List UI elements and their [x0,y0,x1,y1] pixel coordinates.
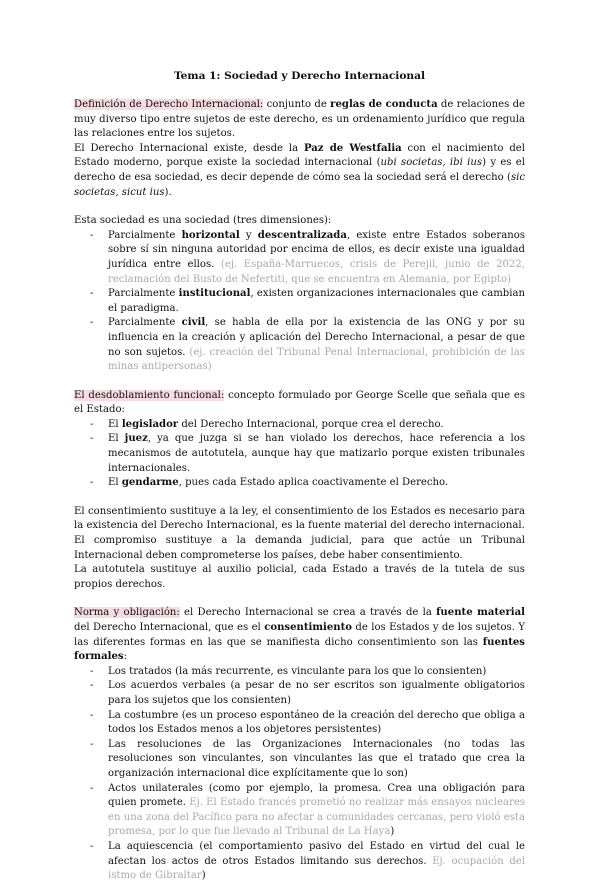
desdoblamiento-paragraph [74,389,525,418]
list-item [74,738,525,782]
text: ) [201,870,206,882]
bullet: - [90,418,94,430]
list-item [74,679,525,708]
text: El [108,418,122,430]
list-item [74,287,525,316]
text: , se habla de ella por la existencia de las ONG y por su influencia en la creación y aplicación del Derecho Internacional, a pesar de que no son sujetos. [108,317,525,358]
text: La costumbre (es un proceso espontáneo de la creación del derecho que obliga a todos los Estados menos a los objetores persistentes) [108,709,525,736]
text: Actos unilaterales (como por ejemplo, la promesa. Crea una obligación para quien promete. [108,782,525,809]
list-item [74,782,525,840]
bold-term: civil [181,317,206,329]
text: El Derecho Internacional existe, desde la [74,142,304,154]
bullet: - [90,840,94,852]
bold-term: institucional [178,288,251,300]
bold-term: consentimiento [264,622,353,633]
text: de los Estados y de los sujetos. Y las diferentes formas en las que se manifiesta dicho consentimiento son las [74,622,525,648]
bold-term: legislador [121,418,179,430]
text: conjunto de [263,99,331,110]
text: , existe entre Estados soberanos sobre sí sin ninguna autoridad por encima de ellos, es decir existe una igualdad jurídica entre ellos. [108,229,526,270]
list-item [74,316,525,374]
bullet: - [90,229,94,241]
latin-phrase: sic societas, sicut ius [74,171,525,198]
list-item [74,418,525,433]
list-item [74,665,525,680]
text: del Derecho Internacional, porque crea el derecho. [178,418,444,430]
desdoblamiento-label: El desdoblamiento funcional: [74,389,225,401]
text: , pues cada Estado aplica coactivamente el Derecho. [178,477,449,489]
bold-term: Paz de Westfalia [303,142,402,154]
page-title: Tema 1: Sociedad y Derecho Internacional [173,70,425,82]
dimensiones-list [74,229,525,375]
bullet: - [90,782,94,794]
text: de relaciones de muy diverso tipo entre sujetos de este derecho, es un ordenamiento jurídico que regula las relaciones entre los sujetos. [74,99,526,140]
dimensiones-intro: Esta sociedad es una sociedad (tres dimensiones): [74,215,332,227]
text: , ya que juzga si se han violado los derechos, hace referencia a los mecanismos de autotutela, aunque hay que matizarlo porque existen tribunales internacionales. [108,433,525,474]
text: el Derecho Internacional se crea a través de la [179,607,437,619]
text: con el nacimiento del Estado moderno, porque existe la sociedad internacional ( [74,142,525,169]
bullet: - [90,433,94,445]
text: La aquiescencia (el comportamiento pasivo del Estado en virtud del cual le afectan los actos de otros Estados limitando sus derechos. [108,840,525,867]
text: ). [164,186,172,198]
bold-term: descentralizada [257,229,347,241]
example-note: Ej. El Estado francés prometió no realizar más ensayos nucleares en una zona del Pacífico para no afectar a comunidades cercanas, pero violó esta promesa, por lo que fue llevado al Tribunal de La Haya [108,797,525,838]
definicion-paragraph [74,98,525,142]
text: Las resoluciones de las Organizaciones Internacionales (no todas las resoluciones son vinculantes, son vinculantes las que el tratado que crea la organización internacional dice explícitamente que lo son) [108,738,525,779]
list-item [74,840,525,884]
compromiso-paragraph: El compromiso sustituye a la demanda judicial, para que actúe un Tribunal Internacional deben comprometerse los países, debe haber consentimiento. [74,535,525,561]
text: , existen organizaciones internacionales que cambian el paradigma. [108,288,525,314]
fuentes-list [74,665,525,884]
definicion-label: Definición de Derecho Internacional: [74,99,264,110]
bullet: - [90,709,94,721]
bold-term: fuente material [436,607,525,619]
bullet: - [90,738,94,750]
text: Parcialmente [108,317,182,329]
bold-term: gendarme [121,477,179,489]
bullet: - [90,665,94,677]
example-note: Ej. ocupación del istmo de Gibraltar [108,855,525,882]
bullet: - [90,680,94,692]
bold-term: fuentes formales [74,636,525,663]
latin-phrase: ubi societas, ibi ius [380,157,483,169]
list-item [74,229,525,287]
text: Los acuerdos verbales (a pesar de no ser escritos son igualmente obligatorios para los sujetos que los consienten) [108,680,525,706]
norma-label: Norma y obligación: [74,607,180,619]
norma-paragraph [74,606,525,664]
bullet: - [90,288,94,300]
text: ) y es el derecho de esa sociedad, es decir depende de cómo sea la sociedad será el derecho ( [74,157,526,183]
text: del Derecho Internacional, que es el [74,622,265,633]
text: El [108,477,122,489]
bold-term: reglas de conducta [330,99,438,110]
text: Los tratados (la más recurrente, es vinculante para los que lo consienten) [108,665,487,677]
example-note: (ej. creación del Tribunal Penal Internacional, prohibición de las minas antipersonas) [108,346,525,373]
text: ) [390,826,395,838]
bullet: - [90,317,94,329]
text: : [123,651,127,663]
bullet: - [90,477,94,489]
consentimiento-paragraph: El consentimiento sustituye a la ley, el consentimiento de los Estados es necesario para la existencia del Derecho Internacional, es la fuente material del derecho internacional. [74,505,525,532]
existe-paragraph [74,142,525,200]
example-note: (ej. España-Marruecos, crisis de Perejil, junio de 2022, reclamación del Busto de Nefertiti, que se encuentra en Alemania, por Egipto) [108,258,525,285]
text: y [239,229,258,241]
bold-term: juez [124,433,148,445]
text: El [108,433,125,445]
text: concepto formulado por George Scelle que señala que es el Estado: [74,389,525,416]
text: Parcialmente [108,229,182,241]
desdoblamiento-list [74,418,525,491]
autotutela-paragraph: La autotutela sustituye al auxilio policial, cada Estado a través de la tutela de sus propios derechos. [74,564,525,590]
list-item [74,709,525,738]
text: Parcialmente [108,288,179,300]
list-item [74,432,525,476]
bold-term: horizontal [181,229,240,241]
list-item [74,476,525,491]
